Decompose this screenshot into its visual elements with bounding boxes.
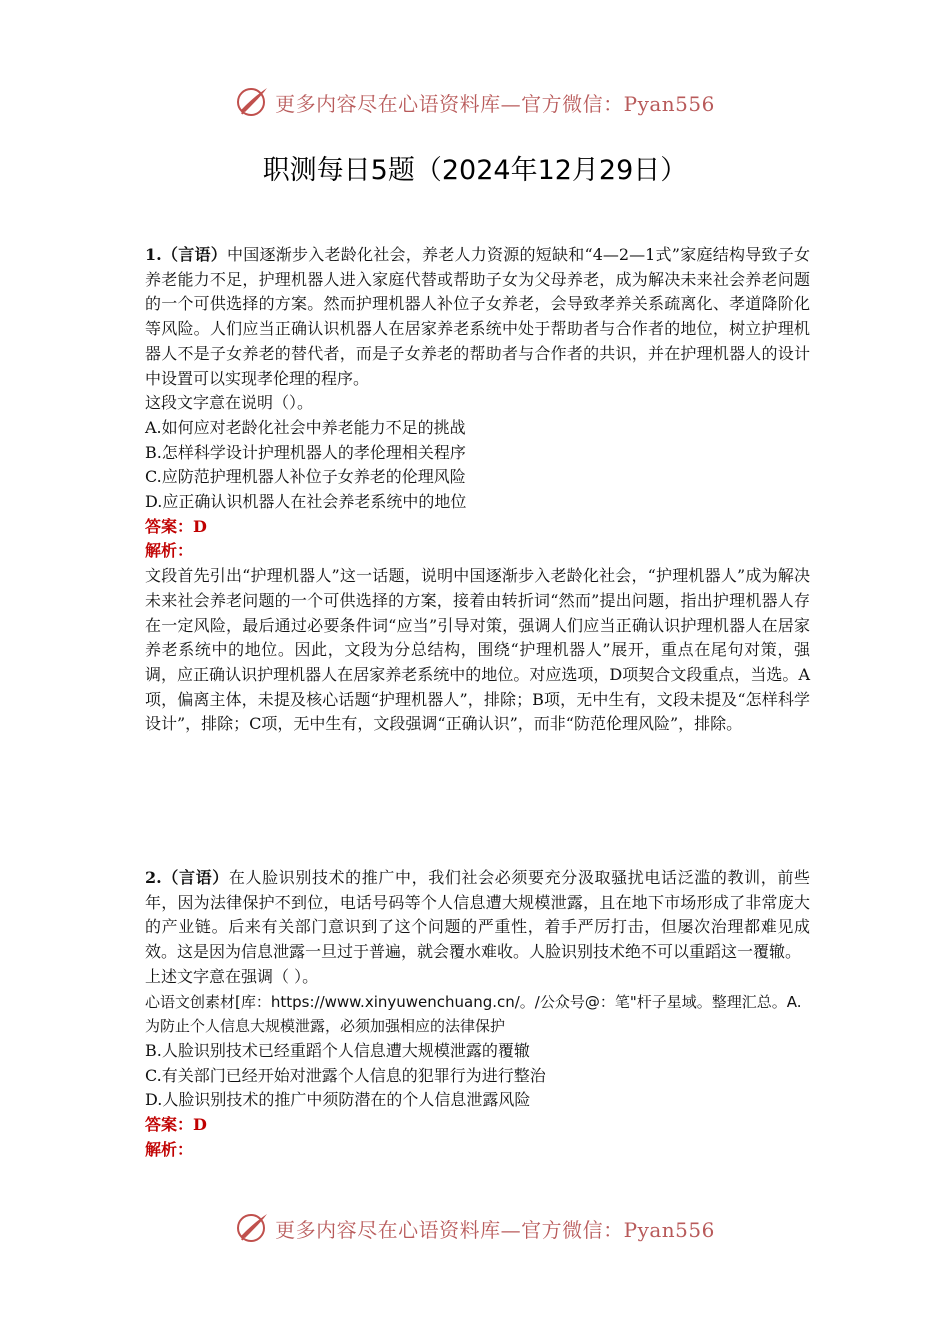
question-1 bbox=[145, 243, 810, 737]
banner-text: 更多内容尽在心语资料库—官方微信：Pyan556 bbox=[275, 1217, 715, 1242]
footer-banner bbox=[0, 1208, 950, 1248]
question-stem bbox=[145, 243, 810, 391]
answer-label: 答案：D bbox=[145, 1115, 207, 1135]
option-c: C.有关部门已经开始对泄露个人信息的犯罪行为进行整治 bbox=[145, 1065, 546, 1085]
question-2 bbox=[145, 866, 810, 1162]
question-stem bbox=[145, 866, 810, 965]
analysis-label: 解析： bbox=[145, 541, 194, 561]
analysis-label: 解析： bbox=[145, 1139, 194, 1159]
answer-label: 答案：D bbox=[145, 516, 207, 536]
quill-logo-icon bbox=[235, 1210, 271, 1246]
option-a: A.如何应对老龄化社会中养老能力不足的挑战 bbox=[145, 417, 466, 437]
quill-logo-icon bbox=[235, 84, 271, 120]
option-c: C.应防范护理机器人补位子女养老的伦理风险 bbox=[145, 467, 466, 487]
analysis-text: 文段首先引出“护理机器人”这一话题，说明中国逐渐步入老龄化社会，“护理机器人”成为解决未来社会养老问题的一个可供选择的方案，接着由转折词“然而”提出问题，指出护理机器人存在一定风险，最后通过必要条件词“应当”引导对策，强调人们应当正确认识护理机器人在居家养老系统中的地位。因此，文段为分总结构，围绕“护理机器人”展开，重点在尾句对策，强调，应正确认识护理机器人在居家养老系统中的地位。对应选项，D项契合文段重点，当选。A项，偏离主体，未提及核心话题“护理机器人”，排除；B项，无中生有，文段未提及“怎样科学设计”，排除；C项，无中生有，文段强调“正确认识”，而非“防范伦理风险”，排除。 bbox=[145, 566, 810, 734]
option-b: B.怎样科学设计护理机器人的孝伦理相关程序 bbox=[145, 442, 466, 462]
question-text: 在人脸识别技术的推广中，我们社会必须要充分汲取骚扰电话泛滥的教训，前些年，因为法律保护不到位，电话号码等个人信息遭大规模泄露，且在地下市场形成了非常庞大的产业链。后来有关部门意识到了这个问题的严重性，着手严厉打击，但屡次治理都难见成效。这是因为信息泄露一旦过于普遍，就会覆水难收。人脸识别技术绝不可以重蹈这一覆辙。 bbox=[145, 868, 810, 962]
banner-text: 更多内容尽在心语资料库—官方微信：Pyan556 bbox=[275, 91, 715, 116]
question-number: 2. bbox=[145, 868, 162, 887]
question-tag: （言语） bbox=[161, 868, 229, 887]
question-number: 1. bbox=[145, 245, 162, 264]
question-text: 中国逐渐步入老龄化社会，养老人力资源的短缺和“4—2—1式”家庭结构导致子女养老能力不足，护理机器人进入家庭代替或帮助子女为父母养老，成为解决未来社会养老问题的一个可供选择的方案。然而护理机器人补位子女养老，会导致孝养关系疏离化、孝道降阶化等风险。人们应当正确认识机器人在居家养老系统中处于帮助者与合作者的地位，树立护理机器人不是子女养老的替代者，而是子女养老的帮助者与合作者的共识，并在护理机器人的设计中设置可以实现孝伦理的程序。 bbox=[145, 245, 810, 388]
option-d: D.人脸识别技术的推广中须防潜在的个人信息泄露风险 bbox=[145, 1090, 531, 1110]
question-tag: （言语） bbox=[161, 245, 227, 264]
question-prompt: 上述文字意在强调（ ）。 bbox=[145, 966, 319, 986]
option-b: B.人脸识别技术已经重蹈个人信息遭大规模泄露的覆辙 bbox=[145, 1040, 530, 1060]
option-d: D.应正确认识机器人在社会养老系统中的地位 bbox=[145, 492, 467, 512]
question-prompt: 这段文字意在说明（）。 bbox=[145, 393, 314, 413]
page-title: 职测每日5题（2024年12月29日） bbox=[262, 155, 688, 186]
header-banner bbox=[0, 82, 950, 122]
watermark-option-a-line: 心语文创素材[库：https://www.xinyuwenchuang.cn/。/公众号@：笔"杆子星域。整理汇总。A.为防止个人信息大规模泄露，必须加强相应的法律保护 bbox=[145, 992, 802, 1036]
